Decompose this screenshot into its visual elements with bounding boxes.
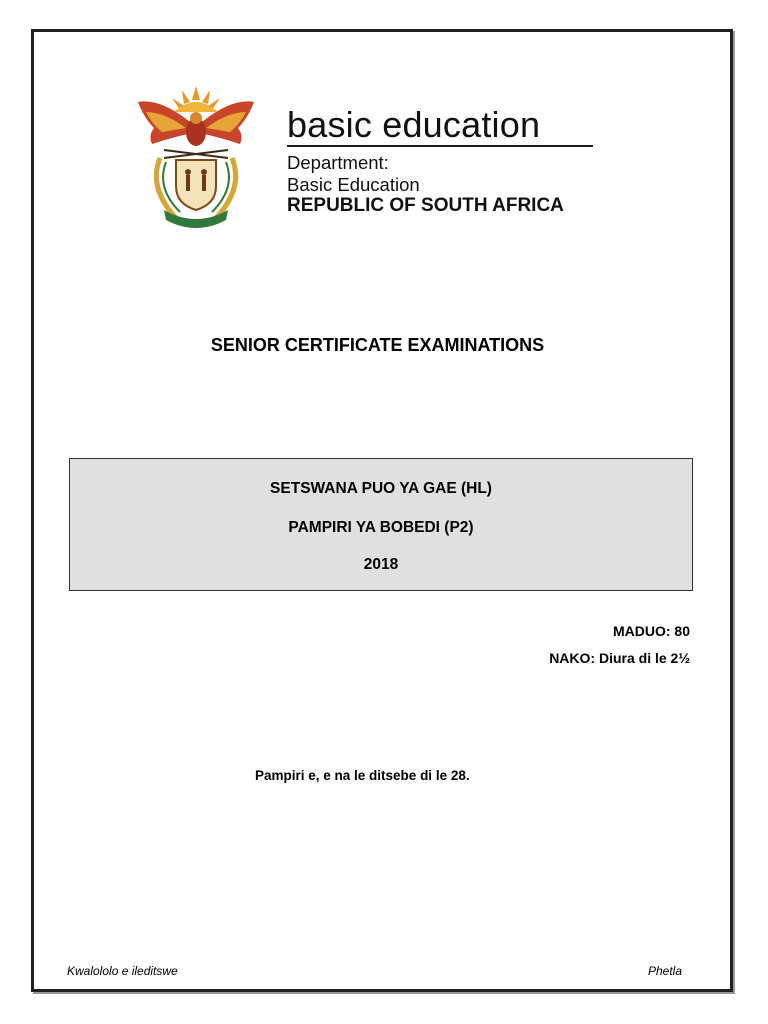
subject-name: SETSWANA PUO YA GAE (HL) bbox=[270, 480, 492, 497]
department-name: Basic Education bbox=[287, 174, 420, 195]
country-name: REPUBLIC OF SOUTH AFRICA bbox=[287, 195, 564, 216]
brand-divider bbox=[287, 145, 593, 147]
exam-title: SENIOR CERTIFICATE EXAMINATIONS bbox=[210, 335, 545, 355]
header-logo-block bbox=[130, 72, 610, 242]
marks-line: MADUO: 80 bbox=[612, 623, 690, 639]
exam-year: 2018 bbox=[363, 556, 399, 573]
time-line: NAKO: Diura di le 2½ bbox=[549, 650, 690, 666]
footer-copyright: Kwalololo e ileditswe bbox=[67, 964, 178, 978]
brand-title: basic education bbox=[287, 104, 541, 145]
footer-turn-over: Phetla bbox=[647, 964, 682, 978]
department-line: Department: bbox=[287, 152, 389, 173]
coat-of-arms-icon bbox=[130, 78, 262, 228]
paper-number: PAMPIRI YA BOBEDI (P2) bbox=[288, 519, 474, 536]
pages-note: Pampiri e, e na le ditsebe di le 28. bbox=[255, 768, 470, 783]
subject-box bbox=[69, 458, 693, 591]
